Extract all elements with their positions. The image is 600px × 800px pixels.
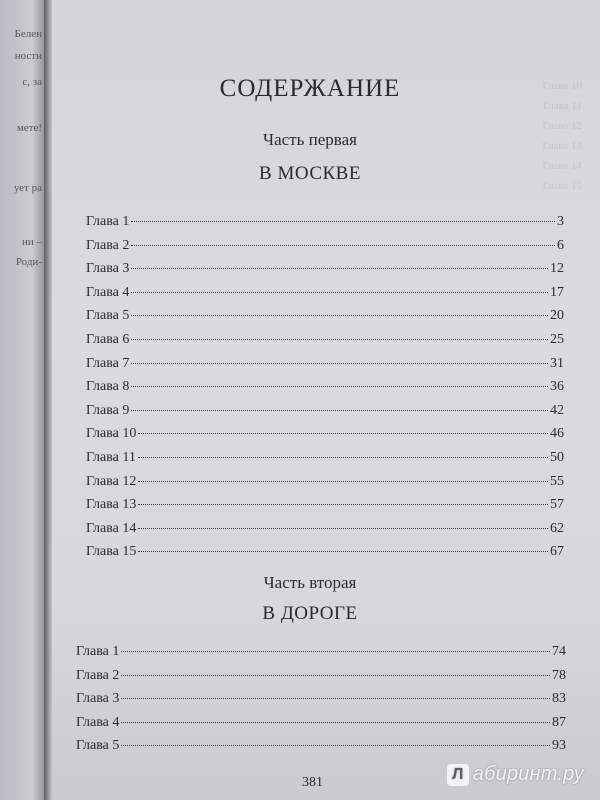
chapter-page: 50 (550, 449, 564, 465)
dot-leader (131, 315, 548, 316)
chapter-page: 17 (550, 284, 564, 300)
dot-leader (121, 722, 550, 723)
labirint-logo-icon: Л (447, 764, 469, 786)
chapter-label: Глава 14 (86, 520, 137, 536)
chapter-label: Глава 1 (76, 644, 120, 659)
chapter-page: 78 (552, 667, 566, 683)
toc-entry[interactable] (86, 517, 564, 541)
chapter-label: Глава 11 (86, 449, 136, 465)
toc-entry[interactable] (86, 493, 564, 517)
toc-entry[interactable] (86, 210, 564, 234)
left-page-fragment: ности (14, 50, 42, 62)
dot-leader (138, 504, 548, 505)
chapter-label: Глава 4 (76, 714, 120, 730)
left-page-fragment: ует ра (13, 182, 42, 194)
toc-entry[interactable] (86, 328, 564, 352)
toc-entry[interactable] (76, 687, 566, 711)
toc-entry[interactable] (76, 711, 566, 735)
chapter-page: 6 (557, 237, 564, 253)
dot-leader (121, 651, 550, 652)
show-through-text: Глава 10 Глава 11 Глава 12 Глава 13 Глава 14 Глава 15 (542, 80, 582, 192)
chapter-label: Глава 1 (86, 214, 130, 229)
chapter-page: 67 (550, 544, 564, 560)
chapter-page: 83 (552, 691, 566, 707)
toc-entry[interactable] (86, 422, 564, 446)
book-spine (44, 0, 52, 800)
chapter-page: 57 (550, 497, 564, 513)
chapter-label: Глава 4 (86, 284, 130, 300)
chapter-label: Глава 3 (86, 261, 130, 277)
chapter-label: Глава 6 (86, 331, 130, 347)
labirint-watermark (447, 763, 584, 786)
dot-leader (138, 457, 548, 458)
part-two-subtitle: Часть вторая (263, 573, 357, 592)
toc-entry[interactable] (76, 664, 566, 688)
dot-leader (131, 363, 548, 364)
toc-entry[interactable] (86, 234, 564, 258)
dot-leader (131, 221, 555, 222)
chapter-label: Глава 3 (76, 691, 120, 707)
left-page-fragment: мете! (16, 122, 42, 134)
dot-leader (138, 551, 548, 552)
left-facing-page (0, 0, 46, 800)
chapter-page: 87 (552, 714, 566, 730)
toc-entry[interactable] (76, 734, 566, 758)
part-two-title: В ДОРОГЕ (262, 603, 358, 624)
toc-entry[interactable] (86, 470, 564, 494)
watermark-text: абиринт.ру (472, 763, 584, 785)
toc-entry[interactable] (86, 540, 564, 564)
chapter-page: 42 (550, 402, 564, 418)
chapter-page: 62 (550, 520, 564, 536)
page-title: СОДЕРЖАНИЕ (219, 75, 401, 102)
dot-leader (138, 481, 548, 482)
page-number: 381 (302, 775, 323, 790)
part-two-chapter-list (76, 640, 566, 758)
toc-entry[interactable] (86, 446, 564, 470)
toc-entry[interactable] (86, 257, 564, 281)
dot-leader (131, 386, 548, 387)
dot-leader (131, 292, 548, 293)
contents-page (52, 0, 600, 800)
chapter-page: 3 (557, 214, 564, 229)
chapter-page: 46 (550, 426, 564, 442)
chapter-page: 55 (550, 473, 564, 489)
chapter-page: 12 (550, 261, 564, 277)
chapter-label: Глава 7 (86, 355, 130, 371)
chapter-label: Глава 13 (86, 497, 137, 513)
chapter-label: Глава 8 (86, 379, 130, 395)
chapter-label: Глава 10 (86, 426, 137, 442)
dot-leader (138, 433, 548, 434)
dot-leader (121, 698, 550, 699)
toc-entry[interactable] (86, 281, 564, 305)
chapter-label: Глава 2 (76, 667, 120, 683)
left-page-fragment: Белен (14, 28, 42, 40)
toc-entry[interactable] (86, 304, 564, 328)
chapter-label: Глава 15 (86, 544, 137, 560)
dot-leader (131, 339, 548, 340)
chapter-page: 20 (550, 308, 564, 324)
chapter-label: Глава 12 (86, 473, 137, 489)
chapter-page: 31 (550, 355, 564, 371)
toc-entry[interactable] (86, 399, 564, 423)
chapter-label: Глава 5 (76, 738, 120, 754)
chapter-page: 93 (552, 738, 566, 754)
left-page-fragment: Роди- (15, 256, 42, 268)
dot-leader (121, 745, 550, 746)
part-one-title: В МОСКВЕ (259, 163, 361, 184)
part-one-chapter-list (86, 210, 564, 564)
left-page-fragment: ни – (21, 236, 42, 248)
toc-entry[interactable] (86, 375, 564, 399)
left-page-fragment: с, за (22, 76, 42, 88)
chapter-label: Глава 9 (86, 402, 130, 418)
dot-leader (138, 528, 548, 529)
dot-leader (131, 245, 555, 246)
chapter-page: 74 (552, 644, 566, 659)
part-one-subtitle: Часть первая (263, 130, 357, 149)
chapter-page: 36 (550, 379, 564, 395)
dot-leader (131, 410, 548, 411)
chapter-label: Глава 5 (86, 308, 130, 324)
toc-entry[interactable] (86, 352, 564, 376)
dot-leader (121, 675, 550, 676)
chapter-label: Глава 2 (86, 237, 130, 253)
dot-leader (131, 268, 548, 269)
toc-entry[interactable] (76, 640, 566, 664)
chapter-page: 25 (550, 331, 564, 347)
